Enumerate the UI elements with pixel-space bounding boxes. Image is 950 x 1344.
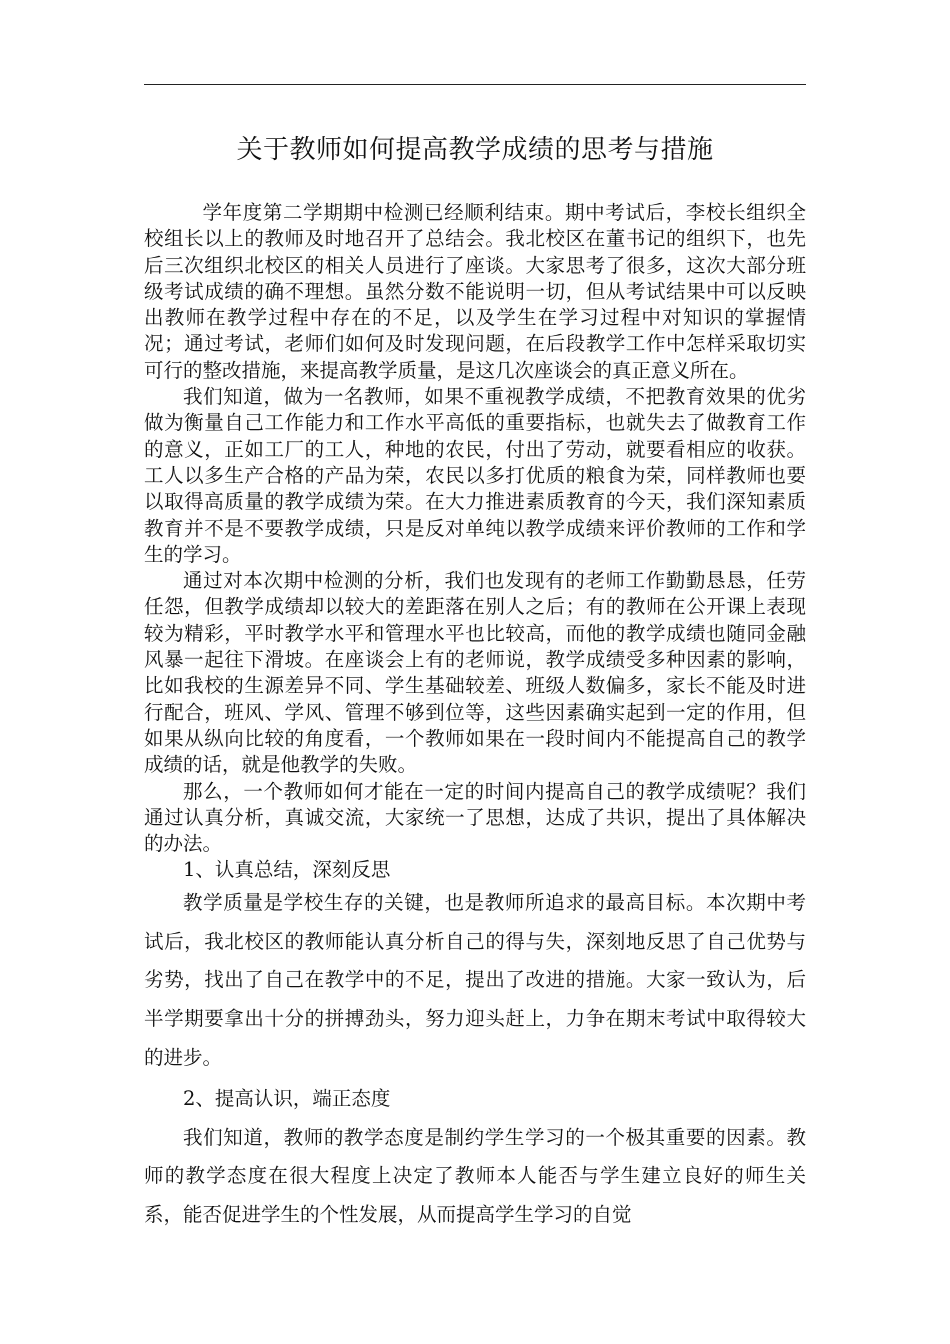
section-2-text: 我们知道，教师的教学态度是制约学生学习的一个极其重要的因素。教师的教学态度在很大程度上决定了教师本人能否与学生建立良好的师生关系，能否促进学生的个性发展，从而提高学生学习的自觉 <box>144 1125 806 1227</box>
section-1-heading: 1、认真总结，深刻反思 <box>183 858 391 882</box>
paragraph-2: 我们知道，做为一名教师，如果不重视教学成绩，不把教育效果的优劣做为衡量自己工作能力和工作水平高低的重要指标，也就失去了做教育工作的意义，正如工厂的工人，种地的农民，付出了劳动，就要看相应的收获。工人以多生产合格的产品为荣，农民以多打优质的粮食为荣，同样教师也要以取得高质量的教学成绩为荣。在大力推进素质教育的今天，我们深知素质教育并不是不要教学成绩，只是反对单纯以教学成绩来评价教师的工作和学生的学习。 <box>144 385 806 566</box>
header-rule <box>144 84 806 85</box>
paragraph-4: 那么，一个教师如何才能在一定的时间内提高自己的教学成绩呢？我们通过认真分析，真诚交流，大家统一了思想，达成了共识，提出了具体解决的办法。 <box>144 779 806 856</box>
section-1-text: 教学质量是学校生存的关键，也是教师所追求的最高目标。本次期中考试后，我北校区的教师能认真分析自己的得与失，深刻地反思了自己优势与劣势，找出了自己在教学中的不足，提出了改进的措施。大家一致认为，后半学期要拿出十分的拼搏劲头，努力迎头赶上，力争在期末考试中取得较大的进步。 <box>144 890 806 1069</box>
paragraph-1: 学年度第二学期期中检测已经顺利结束。期中考试后，李校长组织全校组长以上的教师及时地召开了总结会。我北校区在董书记的组织下，也先后三次组织北校区的相关人员进行了座谈。大家思考了很多，这次大部分班级考试成绩的确不理想。虽然分数不能说明一切，但从考试结果中可以反映出教师在教学过程中存在的不足，以及学生在学习过程中对知识的掌握情况；通过考试，老师们如何及时发现问题，在后段教学工作中怎样采取切实可行的整改措施，来提高教学质量，是这几次座谈会的真正意义所在。 <box>144 201 806 382</box>
document-body <box>144 200 806 1235</box>
section-2-heading: 2、提高认识，端正态度 <box>183 1086 391 1110</box>
document-title: 关于教师如何提高教学成绩的思考与措施 <box>236 135 714 165</box>
paragraph-3: 通过对本次期中检测的分析，我们也发现有的老师工作勤勤恳恳，任劳任怨，但教学成绩却以较大的差距落在别人之后；有的教师在公开课上表现较为精彩，平时教学水平和管理水平也比较高，而他的教学成绩也随同金融风暴一起往下滑坡。在座谈会上有的老师说，教学成绩受多种因素的影响，比如我校的生源差异不同、学生基础较差、班级人数偏多，家长不能及时进行配合，班风、学风、管理不够到位等，这些因素确实起到一定的作用，但如果从纵向比较的角度看，一个教师如果在一段时间内不能提高自己的教学成绩的话，就是他教学的失败。 <box>144 569 806 777</box>
